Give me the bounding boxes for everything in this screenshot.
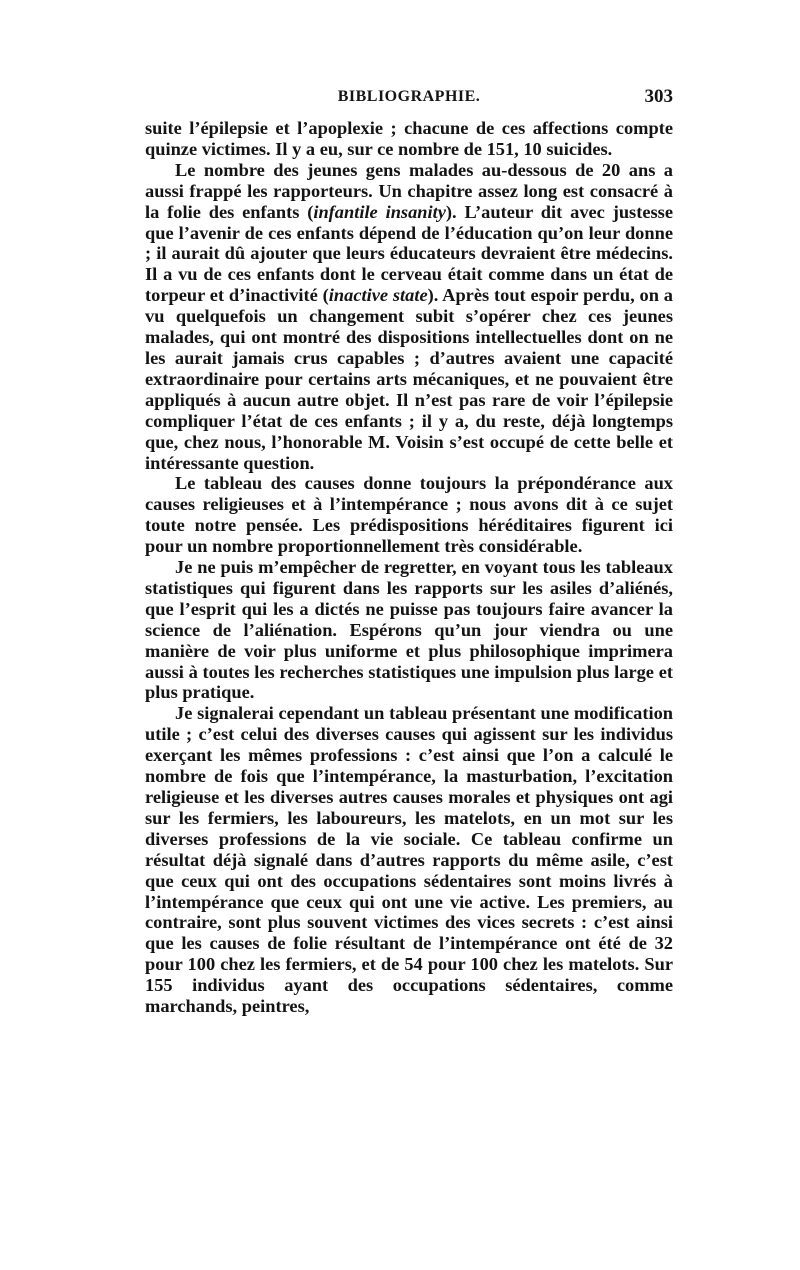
italic-term: infantile insanity [313, 201, 446, 222]
italic-term: inactive state [328, 285, 428, 306]
paragraph: suite l’épilepsie et l’apoplexie ; chacune de ces affections compte quinze victimes. Il y a eu, sur ce nombre de 151, 10 suicides. [145, 118, 673, 159]
paragraph: Je signalerai cependant un tableau présentant une modification utile ; c’est celui des diverses causes qui agissent sur les individus exerçant les mêmes professions : c’est ainsi que l’on a calculé le nombre de fois que l’intempérance, la masturbation, l’excitation religieuse et les diverses autres causes morales et physiques ont agi sur les fermiers, les laboureurs, les matelots, en un mot sur les diverses professions de la vie sociale. Ce tableau confirme un résultat déjà signalé dans d’autres rapports du même asile, c’est que ceux qui ont des occupations sédentaires sont moins livrés à l’intempérance que ceux qui ont une vie active. Les premiers, au contraire, sont plus souvent victimes des vices secrets : c’est ainsi que les causes de folie résultant de l’intempérance ont été de 32 pour 100 chez les fermiers, et de 54 pour 100 chez les matelots. Sur 155 individus ayant des occupations sédentaires, comme marchands, peintres, [145, 703, 673, 1017]
running-title: BIBLIOGRAPHIE. [337, 88, 481, 105]
paragraph-segment: Le nombre des jeunes gens malades au-dessous de 20 ans a aussi frappé les rapporteurs. Un chapitre assez long est consacré à la folie des enfants ( [145, 159, 673, 222]
body-text [145, 118, 673, 1017]
book-page [145, 88, 673, 1017]
paragraph: Je ne puis m’empêcher de regretter, en voyant tous les tableaux statistiques qui figurent dans les rapports sur les asiles d’aliénés, que l’esprit qui les a dictés ne puisse pas toujours faire avancer la science de l’aliénation. Espérons qu’un jour viendra ou une manière de voir plus uniforme et plus philosophique imprimera aussi à toutes les recherches statistiques une impulsion plus large et plus pratique. [145, 557, 673, 703]
running-header [145, 88, 673, 118]
paragraph [145, 160, 673, 474]
paragraph: Le tableau des causes donne toujours la prépondérance aux causes religieuses et à l’intempérance ; nous avons dit à ce sujet toute notre pensée. Les prédispositions héréditaires figurent ici pour un nombre proportionnellement très considérable. [145, 473, 673, 557]
page-number: 303 [644, 86, 673, 107]
paragraph-segment: ). Après tout espoir perdu, on a vu quelquefois un changement subit s’opérer chez ces jeunes malades, qui ont montré des dispositions intellectuelles dont on ne les aurait jamais crus capables ; d’autres avaient une capacité extraordinaire pour certains arts mécaniques, et ne pouvaient être appliqués à aucun autre objet. Il n’est pas rare de voir l’épilepsie compliquer l’état de ces enfants ; il y a, du reste, déjà longtemps que, chez nous, l’honorable M. Voisin s’est occupé de cette belle et intéressante question. [145, 285, 673, 473]
paragraph-segment: ). L’auteur dit avec justesse que l’avenir de ces enfants dépend de l’éducation qu’on leur donne ; il aurait dû ajouter que leurs éducateurs devraient être médecins. Il a vu de ces enfants dont le cerveau était comme dans un état de torpeur et d’inactivité ( [145, 201, 673, 306]
